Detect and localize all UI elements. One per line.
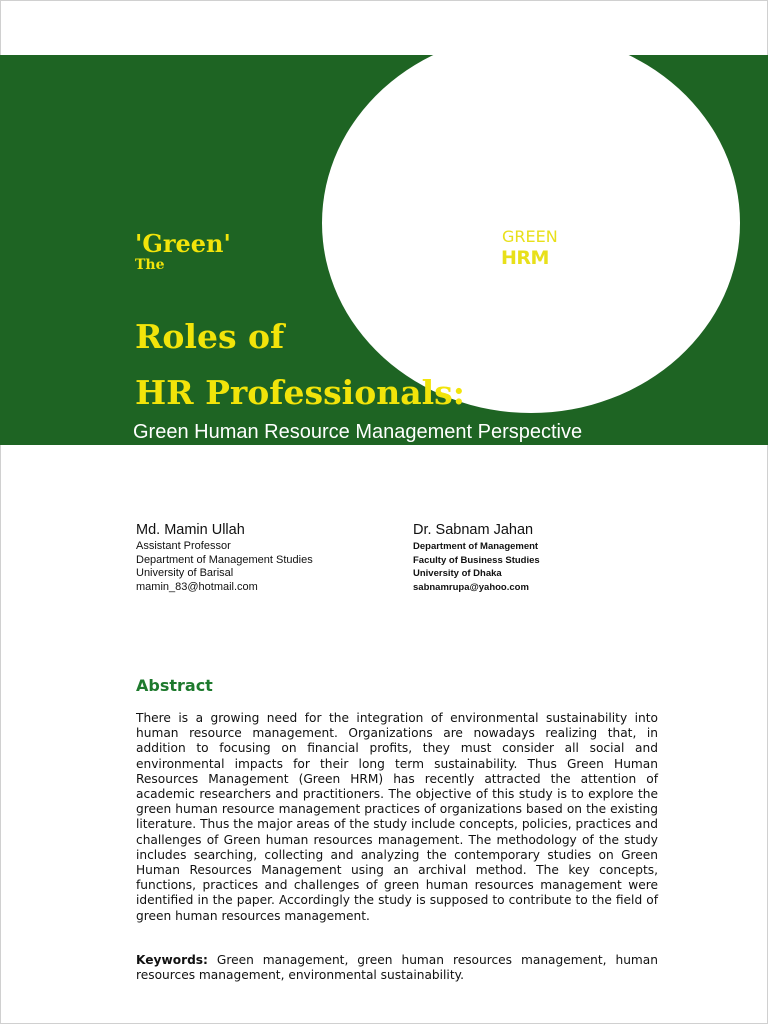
keywords-paragraph	[136, 953, 658, 983]
logo-green-text: GREEN	[502, 227, 558, 246]
abstract-text: There is a growing need for the integration of environmental sustainability into human resource management. Organizations are nowadays realizing that, in addition to focusing on financial profits, they must consider all social and environmental impacts for their long term sustainability. Thus Green Human Resources Management (Green HRM) has recently attracted the attention of academic researchers and practitioners. The objective of this study is to explore the green human resource management practices of organizations based on the existing literature. Thus the major areas of the study include concepts, policies, practices and challenges of Green human resources management. The methodology of the study includes searching, collecting and analyzing the contemporary studies on Green Human Resources Management using an archival method. The key concepts, functions, practices and challenges of green human resources management were identified in the paper. Accordingly the study is supposed to contribute to the field of green human resources management.	[136, 711, 658, 923]
title-the-word: The	[135, 257, 165, 273]
author-institution: University of Barisal	[136, 567, 234, 579]
author-1	[136, 522, 313, 594]
keywords-label: Keywords:	[136, 953, 208, 967]
author-title: Department of Management	[413, 541, 539, 552]
author-email: mamin_83@hotmail.com	[136, 580, 258, 593]
keywords-text: Green management, green human resources management, human resources management, environmental sustainability.	[136, 953, 658, 983]
subtitle: Green Human Resource Management Perspective	[133, 421, 583, 443]
author-title: Assistant Professor	[136, 540, 231, 552]
author-2	[413, 522, 540, 594]
title-line-1: Roles of	[135, 317, 285, 356]
author-institution: University of Dhaka	[413, 568, 502, 580]
logo-hrm-text: HRM	[501, 247, 549, 269]
author-name: Dr. Sabnam Jahan	[413, 522, 534, 538]
author-department: Department of Management Studies	[136, 553, 313, 566]
abstract-heading: Abstract	[136, 676, 213, 695]
author-department: Faculty of Business Studies	[413, 554, 540, 566]
title-green-word: 'Green'	[135, 229, 231, 258]
author-name: Md. Mamin Ullah	[136, 522, 245, 538]
author-email: sabnamrupa@yahoo.com	[413, 581, 529, 593]
title-line-2: HR Professionals:	[135, 373, 465, 412]
